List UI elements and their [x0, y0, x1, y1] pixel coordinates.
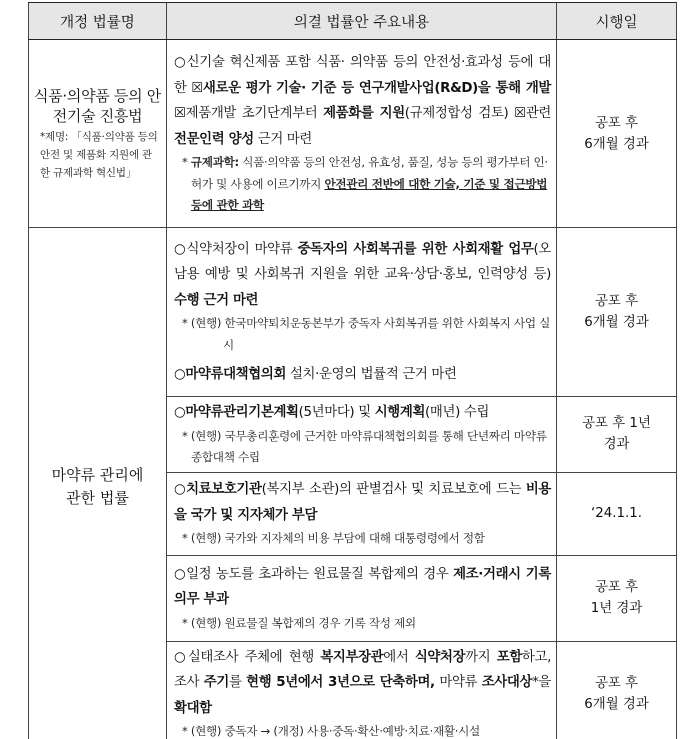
- law2-content-cell: [167, 397, 557, 473]
- footnote: * 규제과학: 식품·의약품 등의 안전성, 유효성, 품질, 성능 등의 평가부터 인·허가 및 사용에 이르기까지 안전관리 전반에 대한 기술, 기준 및 접근방법 등에 관한 과학: [182, 155, 548, 213]
- table-row: [29, 228, 677, 397]
- list-item: ○실태조사 주체에 현행 복지부장관에서 식약처장까지 포함하고, 조사 주기를 현행 5년에서 3년으로 단축하며, 마약류 조사대상*을 확대함: [174, 649, 551, 716]
- header-main-content: 의결 법률안 주요내용: [167, 3, 557, 40]
- list-item: ○식약처장이 마약류 중독자의 사회복귀를 위한 사회재활 업무(오남용 예방 및 사회복귀 지원을 위한 교육·상담·홍보, 인력양성 등) 수행 근거 마련: [174, 241, 551, 308]
- footnote: * (현행) 국무총리훈령에 근거한 마약류대책협의회를 통해 단년짜리 마약류종합대책 수립: [182, 428, 547, 464]
- law1-content-cell: [167, 40, 557, 228]
- law2-effective-date: 공포 후 1년 경과: [557, 397, 677, 473]
- law2-title-line1: 마약류 관리에: [51, 465, 144, 484]
- footnote: * (현행) 원료물질 복합제의 경우 기록 작성 제외: [182, 615, 416, 630]
- footnote: * (현행) 국가와 지자체의 비용 부담에 대해 대통령령에서 정함: [182, 531, 485, 546]
- law1-name-cell: [29, 40, 167, 228]
- law2-effective-date: ‘24.1.1.: [557, 472, 677, 555]
- header-law-name: 개정 법률명: [29, 3, 167, 40]
- header-effective-date: 시행일: [557, 3, 677, 40]
- table-header-row: [29, 3, 677, 40]
- law1-effective-date: 공포 후 6개월 경과: [557, 40, 677, 228]
- law1-title: 식품·의약품 등의 안전기술 진흥법: [34, 86, 161, 125]
- law2-effective-date: 공포 후 6개월 경과: [557, 641, 677, 739]
- table-row: [29, 40, 677, 228]
- list-item: ○치료보호기관(복지부 소관)의 판별검사 및 치료보호에 드는 비용을 국가 및 지자체가 부담: [174, 482, 551, 523]
- law1-alias-note: *제명: 「식품·의약품 등의 안전 및 제품화 지원에 관한 규제과학 혁신법」: [40, 130, 158, 179]
- law2-effective-date: 공포 후 1년 경과: [557, 555, 677, 641]
- law2-effective-date: 공포 후 6개월 경과: [557, 228, 677, 397]
- law2-title-line2: 관한 법률: [66, 488, 129, 507]
- law2-content-cell: [167, 228, 557, 397]
- list-item: ○신기술 혁신제품 포함 식품· 의약품 등의 안전성·효과성 등에 대한 ☒새로운 평가 기술· 기준 등 연구개발사업(R&D)을 통해 개발 ☒제품개발 초기단계부터 제품화를 지원(규제정합성 검토) ☒관련 전문인력 양성 근거 마련: [174, 55, 552, 147]
- law2-content-cell: [167, 641, 557, 739]
- footnote: * (현행) 중독자 → (개정) 사용·중독·확산·예방·치료·재활·시설: [182, 724, 480, 738]
- list-item: ○마약류관리기본계획(5년마다) 및 시행계획(매년) 수립: [174, 405, 490, 420]
- law2-content-cell: [167, 555, 557, 641]
- law2-name-cell: [29, 228, 167, 739]
- list-item: ○마약류대책협의회 설치·운영의 법률적 근거 마련: [174, 367, 457, 382]
- footnote: * (현행) 한국마약퇴치운동본부가 중독자 사회복귀를 위한 사회복지 사업 실시: [182, 316, 551, 352]
- law-amendment-table: [28, 2, 677, 739]
- law2-content-cell: [167, 472, 557, 555]
- list-item: ○일정 농도를 초과하는 원료물질 복합제의 경우 제조·거래시 기록 의무 부과: [174, 566, 551, 608]
